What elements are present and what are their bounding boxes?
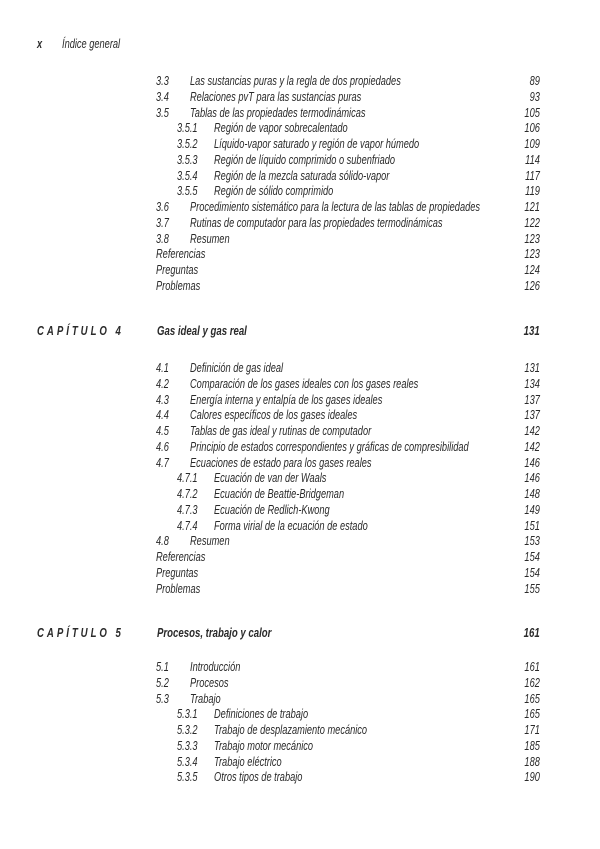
toc-entry [0, 360, 600, 376]
entry-title: Definiciones de trabajo [214, 707, 309, 722]
entry-number: 3.5.5 [177, 184, 198, 199]
chapter-label: CAPÍTULO 4 [37, 323, 124, 338]
entry-title: Preguntas [156, 263, 199, 277]
entry-page: 142 [524, 424, 540, 438]
toc-entry [0, 152, 600, 168]
entry-title: Ecuación de van der Waals [214, 471, 327, 486]
chapter-heading [0, 322, 600, 340]
entry-title: Tablas de gas ideal y rutinas de computador [190, 424, 372, 438]
toc-entry [0, 549, 600, 565]
chapter-title: Gas ideal y gas real [157, 323, 247, 338]
entry-title: Líquido-vapor saturado y región de vapor húmedo [214, 137, 420, 151]
entry-number: 4.7 [156, 455, 169, 470]
entry-title: Preguntas [156, 565, 199, 580]
entry-title: Trabajo de desplazamiento mecánico [214, 723, 368, 737]
toc-entry [0, 706, 600, 722]
chapter-heading [0, 624, 600, 642]
entry-page: 161 [524, 660, 540, 674]
toc-entry [0, 518, 600, 534]
entry-title: Región de la mezcla saturada sólido-vapor [214, 168, 390, 183]
entry-page: 155 [524, 581, 540, 596]
toc-entry [0, 754, 600, 770]
toc-entry [0, 407, 600, 423]
toc-entry [0, 423, 600, 439]
entry-title: Relaciones pvT para las sustancias puras [190, 89, 362, 104]
toc-entry [0, 659, 600, 675]
entry-title: Forma virial de la ecuación de estado [214, 518, 368, 533]
toc-entry [0, 675, 600, 691]
toc-entry [0, 486, 600, 502]
entry-title: Región de líquido comprimido o subenfriado [214, 152, 395, 167]
entry-page: 114 [525, 152, 540, 167]
entry-title: Tablas de las propiedades termodinámicas [190, 105, 366, 120]
chapter-page: 131 [523, 323, 540, 338]
toc-entry [0, 722, 600, 738]
entry-title: Procedimiento sistemático para la lectura de las tablas de propiedades [190, 200, 480, 214]
entry-title: Ecuaciones de estado para los gases reales [190, 455, 372, 470]
toc-entry [0, 278, 600, 294]
entry-number: 5.3.3 [177, 738, 198, 753]
entry-page: 165 [524, 691, 540, 706]
entry-title: Trabajo eléctrico [214, 754, 282, 769]
entry-page: 105 [524, 105, 540, 120]
entry-number: 5.3.4 [177, 754, 198, 769]
entry-page: 190 [524, 770, 540, 785]
entry-title: Problemas [156, 581, 201, 596]
toc-entry [0, 199, 600, 215]
toc-entry [0, 73, 600, 89]
toc-entry [0, 691, 600, 707]
chapter-page: 161 [523, 625, 540, 640]
entry-page: 137 [524, 408, 540, 423]
entry-page: 185 [524, 738, 540, 753]
entry-page: 89 [529, 74, 540, 88]
toc-entry [0, 183, 600, 199]
entry-page: 106 [524, 121, 540, 136]
entry-page: 123 [524, 231, 540, 246]
chapter-label: CAPÍTULO 5 [37, 625, 124, 640]
entry-title: Región de sólido comprimido [214, 184, 334, 199]
entry-number: 4.7.2 [177, 487, 198, 501]
toc-entry [0, 439, 600, 455]
entry-number: 3.5.3 [177, 152, 198, 167]
entry-number: 4.4 [156, 408, 169, 423]
entry-page: 122 [524, 215, 540, 230]
entry-page: 165 [524, 707, 540, 722]
entry-title: Referencias [156, 550, 206, 564]
page-number: x [37, 37, 43, 51]
entry-title: Resumen [190, 231, 230, 246]
entry-page: 148 [524, 487, 540, 501]
entry-title: Referencias [156, 247, 206, 262]
entry-number: 3.8 [156, 231, 169, 246]
entry-number: 4.3 [156, 392, 169, 407]
entry-title: Calores específicos de los gases ideales [190, 408, 358, 423]
toc-entry [0, 470, 600, 486]
toc-entry [0, 376, 600, 392]
toc-entry [0, 565, 600, 581]
entry-number: 4.7.4 [177, 518, 198, 533]
entry-page: 154 [524, 550, 540, 564]
entry-title: Principio de estados correspondientes y gráficas de compresibilidad [190, 439, 469, 454]
entry-page: 142 [524, 439, 540, 454]
entry-number: 3.5.2 [177, 137, 198, 151]
entry-page: 153 [524, 534, 540, 549]
toc-entry [0, 392, 600, 408]
entry-page: 149 [524, 502, 540, 517]
toc-entry [0, 136, 600, 152]
entry-title: Energía interna y entalpía de los gases ideales [190, 392, 383, 407]
entry-title: Rutinas de computador para las propiedades termodinámicas [190, 215, 443, 230]
entry-number: 5.3 [156, 691, 169, 706]
entry-page: 126 [524, 278, 540, 293]
entry-page: 131 [524, 361, 540, 375]
toc-entry [0, 502, 600, 518]
entry-number: 3.3 [156, 74, 169, 88]
entry-page: 119 [525, 184, 540, 199]
entry-number: 4.5 [156, 424, 169, 438]
entry-number: 5.3.5 [177, 770, 198, 785]
toc-entry [0, 120, 600, 136]
entry-page: 146 [524, 471, 540, 486]
entry-number: 3.5.1 [177, 121, 198, 136]
entry-page: 93 [529, 89, 540, 104]
entry-number: 3.5.4 [177, 168, 198, 183]
entry-title: Procesos [190, 675, 229, 690]
toc-entry [0, 105, 600, 121]
entry-number: 3.6 [156, 200, 169, 214]
entry-number: 5.1 [156, 660, 169, 674]
toc-entry [0, 581, 600, 597]
entry-page: 171 [524, 723, 540, 737]
entry-page: 124 [524, 263, 540, 277]
entry-number: 3.5 [156, 105, 169, 120]
entry-page: 137 [524, 392, 540, 407]
entry-page: 134 [524, 376, 540, 391]
entry-page: 188 [524, 754, 540, 769]
toc-entry [0, 89, 600, 105]
entry-page: 117 [525, 168, 540, 183]
entry-number: 5.2 [156, 675, 169, 690]
entry-title: Trabajo motor mecánico [214, 738, 314, 753]
toc-entry [0, 738, 600, 754]
entry-page: 162 [524, 675, 540, 690]
entry-number: 4.7.1 [177, 471, 198, 486]
entry-title: Ecuación de Redlich-Kwong [214, 502, 330, 517]
entry-page: 154 [524, 565, 540, 580]
entry-page: 121 [524, 200, 540, 214]
entry-title: Problemas [156, 278, 201, 293]
entry-number: 4.2 [156, 376, 169, 391]
chapter-title: Procesos, trabajo y calor [157, 625, 272, 640]
entry-page: 123 [524, 247, 540, 262]
entry-page: 146 [524, 455, 540, 470]
entry-number: 4.8 [156, 534, 169, 549]
toc-entry [0, 246, 600, 262]
entry-number: 4.6 [156, 439, 169, 454]
entry-title: Trabajo [190, 691, 221, 706]
entry-title: Otros tipos de trabajo [214, 770, 303, 785]
entry-number: 3.4 [156, 89, 169, 104]
entry-number: 5.3.2 [177, 723, 198, 737]
entry-number: 3.7 [156, 215, 169, 230]
entry-title: Definición de gas ideal [190, 361, 284, 375]
toc-entry [0, 533, 600, 549]
entry-title: Resumen [190, 534, 230, 549]
entry-title: Las sustancias puras y la regla de dos propiedades [190, 74, 401, 88]
entry-number: 5.3.1 [177, 707, 198, 722]
entry-number: 4.1 [156, 361, 169, 375]
toc-entry [0, 231, 600, 247]
toc-entry [0, 168, 600, 184]
entry-number: 4.7.3 [177, 502, 198, 517]
running-title: Índice general [62, 37, 121, 51]
toc-entry [0, 769, 600, 785]
toc-entry [0, 455, 600, 471]
entry-title: Ecuación de Beattie-Bridgeman [214, 487, 345, 501]
toc-entry [0, 262, 600, 278]
entry-title: Comparación de los gases ideales con los gases reales [190, 376, 419, 391]
toc-entry [0, 215, 600, 231]
entry-page: 109 [524, 137, 540, 151]
entry-page: 151 [524, 518, 540, 533]
entry-title: Región de vapor sobrecalentado [214, 121, 348, 136]
entry-title: Introducción [190, 660, 241, 674]
